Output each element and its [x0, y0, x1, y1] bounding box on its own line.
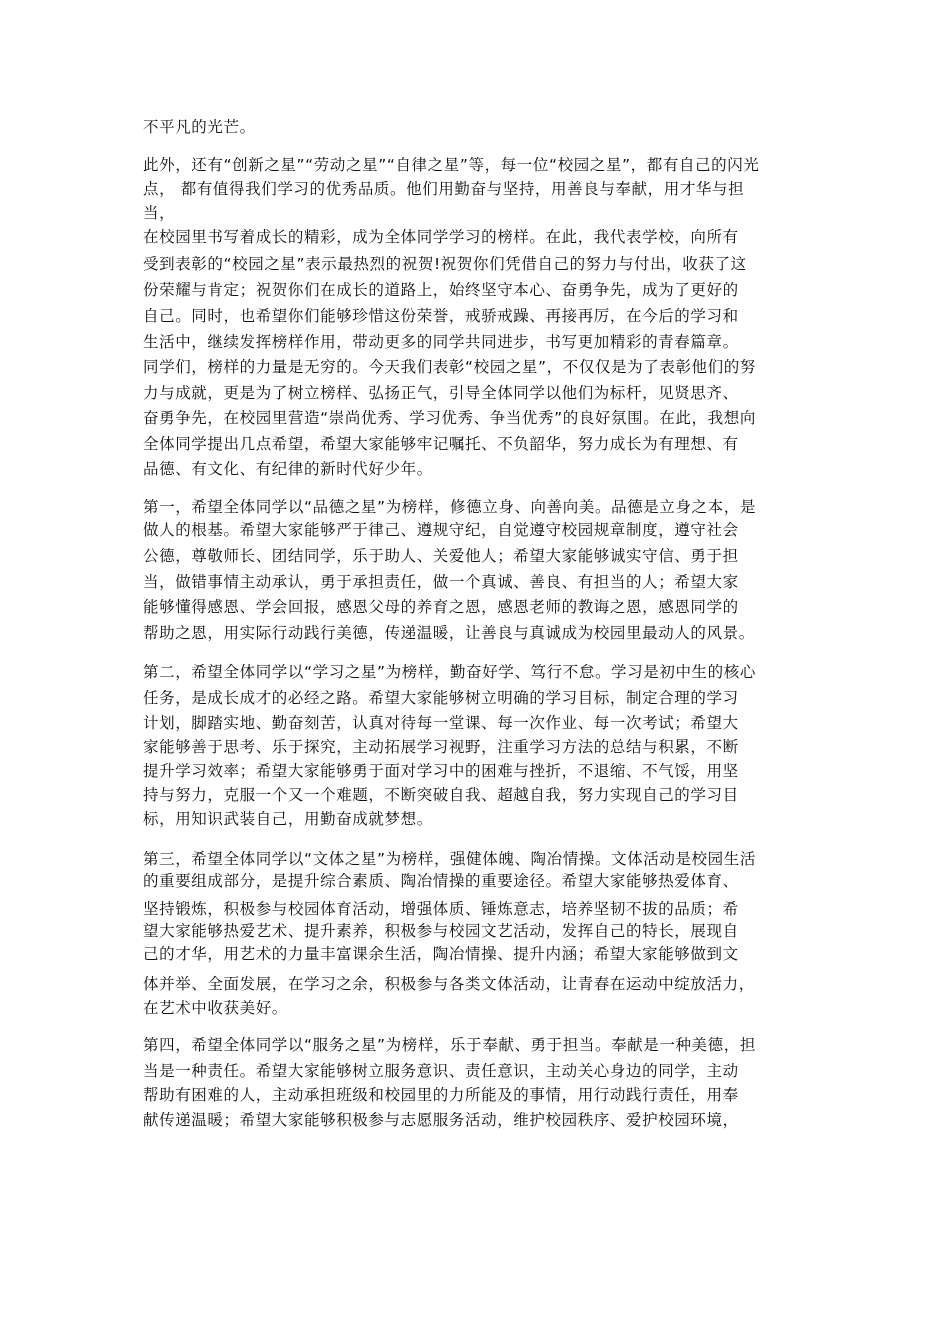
text-line: 此外，还有“创新之星”“劳动之星”“自律之星”等，每一位“校园之星”，都有自己的闪光	[143, 156, 760, 174]
text-line: 献传递温暖；希望大家能够积极参与志愿服务活动，维护校园秩序、爱护校园环境，	[143, 1111, 739, 1129]
text-line: 体并举、全面发展，在学习之余，积极参与各类文体活动，让青春在运动中绽放活力，	[143, 975, 755, 993]
text-line: 第三，希望全体同学以“文体之星”为榜样，强健体魄、陶冶情操。文体活动是校园生活	[143, 850, 756, 868]
text-line: 力与成就，更是为了树立榜样、弘扬正气，引导全体同学以他们为标杆，见贤思齐、	[143, 384, 739, 402]
text-line: 帮助之恩，用实际行动践行美德，传递温暖，让善良与真诚成为校园里最动人的风景。	[143, 624, 755, 642]
text-line: 同学们，榜样的力量是无穷的。今天我们表彰“校园之星”，不仅仅是为了表彰他们的努	[143, 358, 756, 376]
text-line: 提升学习效率；希望大家能够勇于面对学习中的困难与挫折，不退缩、不气馁，用坚	[143, 762, 739, 780]
text-line: 受到表彰的“校园之星”表示最热烈的祝贺!祝贺你们凭借自己的努力与付出，收获了这	[143, 255, 747, 273]
text-line: 持与努力，克服一个又一个难题，不断突破自我、超越自我，努力实现自己的学习目	[143, 786, 739, 804]
text-line: 点， 都有值得我们学习的优秀品质。他们用勤奋与坚持，用善良与奉献，用才华与担	[143, 180, 745, 198]
text-line: 能够懂得感恩、学会回报，感恩父母的养育之恩，感恩老师的教诲之恩，感恩同学的	[143, 598, 739, 616]
text-line: 不平凡的光芒。	[143, 118, 256, 136]
text-line: 做人的根基。希望大家能够严于律己、遵规守纪，自觉遵守校园规章制度，遵守社会	[143, 521, 739, 539]
text-line: 坚持锻炼，积极参与校园体育活动，增强体质、锤炼意志，培养坚韧不拔的品质；希	[143, 900, 739, 918]
text-line: 自己。同时，也希望你们能够珍惜这份荣誉，戒骄戒躁、再接再厉，在今后的学习和	[143, 307, 739, 325]
text-line: 计划，脚踏实地、勤奋刻苦，认真对待每一堂课、每一次作业、每一次考试；希望大	[143, 714, 739, 732]
text-line: 帮助有困难的人，主动承担班级和校园里的力所能及的事情，用行动践行责任，用奉	[143, 1086, 739, 1104]
text-line: 第二，希望全体同学以“学习之星”为榜样，勤奋好学、笃行不怠。学习是初中生的核心	[143, 663, 756, 681]
text-line: 家能够善于思考、乐于探究，主动拓展学习视野，注重学习方法的总结与积累，不断	[143, 738, 739, 756]
text-line: 当，做错事情主动承认，勇于承担责任，做一个真诚、善良、有担当的人；希望大家	[143, 573, 739, 591]
text-line: 品德、有文化、有纪律的新时代好少年。	[143, 460, 433, 478]
text-line: 份荣耀与肯定；祝贺你们在成长的道路上，始终坚守本心、奋勇争先，成为了更好的	[143, 281, 739, 299]
text-line: 奋勇争先，在校园里营造“崇尚优秀、学习优秀、争当优秀”的良好氛围。在此，我想向	[143, 409, 756, 427]
text-line: 己的才华，用艺术的力量丰富课余生活，陶冶情操、提升内涵；希望大家能够做到文	[143, 945, 739, 963]
text-line: 在艺术中收获美好。	[143, 999, 288, 1017]
text-line: 望大家能够热爱艺术、提升素养，积极参与校园文艺活动，发挥自己的特长，展现自	[143, 922, 739, 940]
text-line: 生活中，继续发挥榜样作用，带动更多的同学共同进步，书写更加精彩的青春篇章。	[143, 333, 739, 351]
text-line: 当，	[143, 204, 176, 222]
text-line: 公德，尊敬师长、团结同学，乐于助人、关爱他人；希望大家能够诚实守信、勇于担	[143, 547, 739, 565]
text-line: 全体同学提出几点希望，希望大家能够牢记嘱托、不负韶华，努力成长为有理想、有	[143, 435, 739, 453]
text-line: 任务，是成长成才的必经之路。希望大家能够树立明确的学习目标，制定合理的学习	[143, 689, 739, 707]
text-line: 的重要组成部分，是提升综合素质、陶冶情操的重要途径。希望大家能够热爱体育、	[143, 872, 739, 890]
text-line: 第一，希望全体同学以“品德之星”为榜样，修德立身、向善向美。品德是立身之本，是	[143, 498, 756, 516]
text-line: 第四，希望全体同学以“服务之星”为榜样，乐于奉献、勇于担当。奉献是一种美德，担	[143, 1036, 756, 1054]
text-line: 在校园里书写着成长的精彩，成为全体同学学习的榜样。在此，我代表学校，向所有	[143, 228, 739, 246]
text-line: 标，用知识武装自己，用勤奋成就梦想。	[143, 810, 433, 828]
text-line: 当是一种责任。希望大家能够树立服务意识、责任意识，主动关心身边的同学，主动	[143, 1062, 739, 1080]
